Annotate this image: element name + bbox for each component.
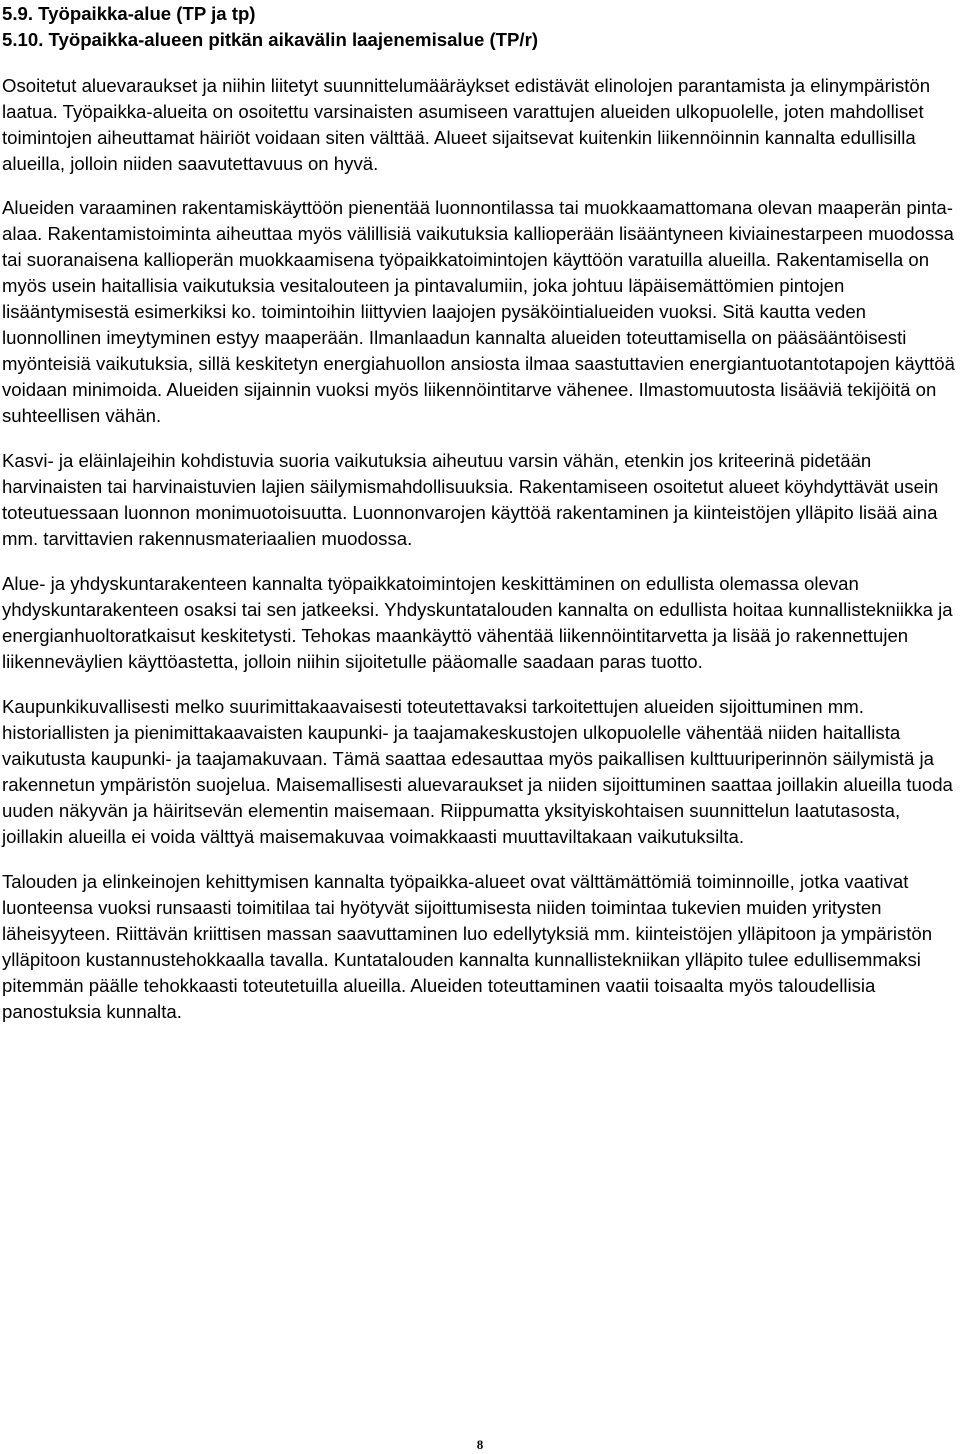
section-heading-5-10: 5.10. Työpaikka-alueen pitkän aikavälin laajenemisalue (TP/r) [2,29,539,50]
paragraph-flora-fauna: Kasvi- ja eläinlajeihin kohdistuvia suoria vaikutuksia aiheutuu varsin vähän, etenkin jos kriteerinä pidetään harvinaisten tai harvinaistuvien lajien säilymismahdollisuuksia. Rakentamiseen osoitetut alueet köyhdyttävät usein toteutuessaan luonnon monimuotoisuutta. Luonnonvarojen käyttöä rakentaminen ja kiinteistöjen ylläpito lisää aina mm. tarvittavien rakennusmateriaalien muodossa. [2,450,939,549]
paragraph-economy: Talouden ja elinkeinojen kehittymisen kannalta työpaikka-alueet ovat välttämättömiä toiminnoille, jotka vaativat luonteensa vuoksi runsaasti toimitilaa tai hyötyvät sijoittumisesta niiden toimintaa tukevien muiden yritysten läheisyyteen. Riittävän kriittisen massan saavuttaminen luo edellytyksiä mm. kiinteistöjen ylläpitoon ja ympäristön ylläpitoon kustannustehokkaalla tavalla. Kuntatalouden kannalta kunnallistekniikan ylläpito tulee edullisemmaksi pitemmän päälle tehokkaasti toteutetuilla alueilla. Alueiden toteuttaminen vaatii toisaalta myös taloudellisia panostuksia kunnalta. [2,871,933,1022]
paragraph-living-conditions: Osoitetut aluevaraukset ja niihin liitetyt suunnittelumääräykset edistävät elinolojen parantamista ja elinympäristön laatua. Työpaikka-alueita on osoitettu varsinaisten asumiseen varattujen alueiden ulkopuolelle, joten mahdolliset toimintojen aiheuttamat häiriöt voidaan siten välttää. Alueet sijaitsevat kuitenkin liikennöinnin kannalta edullisilla alueilla, jolloin niiden saavutettavuus on hyvä. [2,75,931,174]
page-number: 8 [476,1437,484,1452]
paragraph-community-structure: Alue- ja yhdyskuntarakenteen kannalta työpaikkatoimintojen keskittäminen on edullista olemassa olevan yhdyskuntarakenteen osaksi tai sen jatkeeksi. Yhdyskuntatalouden kannalta on edullista hoitaa kunnallistekniikka ja energianhuoltoratkaisut keskitetysti. Tehokas maankäyttö vähentää liikennöintitarvetta ja lisää jo rakennettujen liikenneväylien käyttöastetta, jolloin niihin sijoitetulle pääomalle saadaan paras tuotto. [2,573,953,672]
section-heading-5-9: 5.9. Työpaikka-alue (TP ja tp) [2,3,256,24]
document-page [2,0,956,1025]
paragraph-soil-and-environment: Alueiden varaaminen rakentamiskäyttöön pienentää luonnontilassa tai muokkaamattomana olevan maaperän pinta-alaa. Rakentamistoiminta aiheuttaa myös välillisiä vaikutuksia kallioperään lisääntyneen kiviainestarpeen muodossa tai suoranaisena kallioperän muokkaamisena työpaikkatoimintojen käyttöön varatuilla alueilla. Rakentamisella on myös usein haitallisia vaikutuksia vesitalouteen ja pintavalumiin, joka johtuu läpäisemättömien pintojen lisääntymisestä esimerkiksi ko. toimintoihin liittyvien laajojen pysäköintialueiden vuoksi. Sitä kautta veden luonnollinen imeytyminen estyy maaperään. Ilmanlaadun kannalta alueiden toteuttamisella on pääsääntöisesti myönteisiä vaikutuksia, sillä keskitetyn energiahuollon ansiosta ilmaa saastuttavien energiantuotantotapojen käyttöä voidaan minimoida. Alueiden sijainnin vuoksi myös liikennöintitarve vähenee. Ilmastomuutosta lisääviä tekijöitä on suhteellisen vähän. [2,197,955,426]
paragraph-townscape-landscape: Kaupunkikuvallisesti melko suurimittakaavaisesti toteutettavaksi tarkoitettujen alueiden sijoittuminen mm. historiallisten ja pienimittakaavaisten kaupunki- ja taajamakeskustojen ulkopuolelle vähentää niiden haitallista vaikutusta kaupunki- ja taajamakuvaan. Tämä saattaa edesauttaa myös paikallisen kulttuuriperinnön säilymistä ja rakennetun ympäristön suojelua. Maisemallisesti aluevaraukset ja niiden sijoittuminen saattaa joillakin alueilla tuoda uuden näkyvän ja häiritsevän elementin maisemaan. Riippumatta yksityiskohtaisen suunnittelun laatutasosta, joillakin alueilla ei voida välttyä maisemakuvaa voimakkaasti muuttaviltakaan vaikutuksilta. [2,696,953,847]
